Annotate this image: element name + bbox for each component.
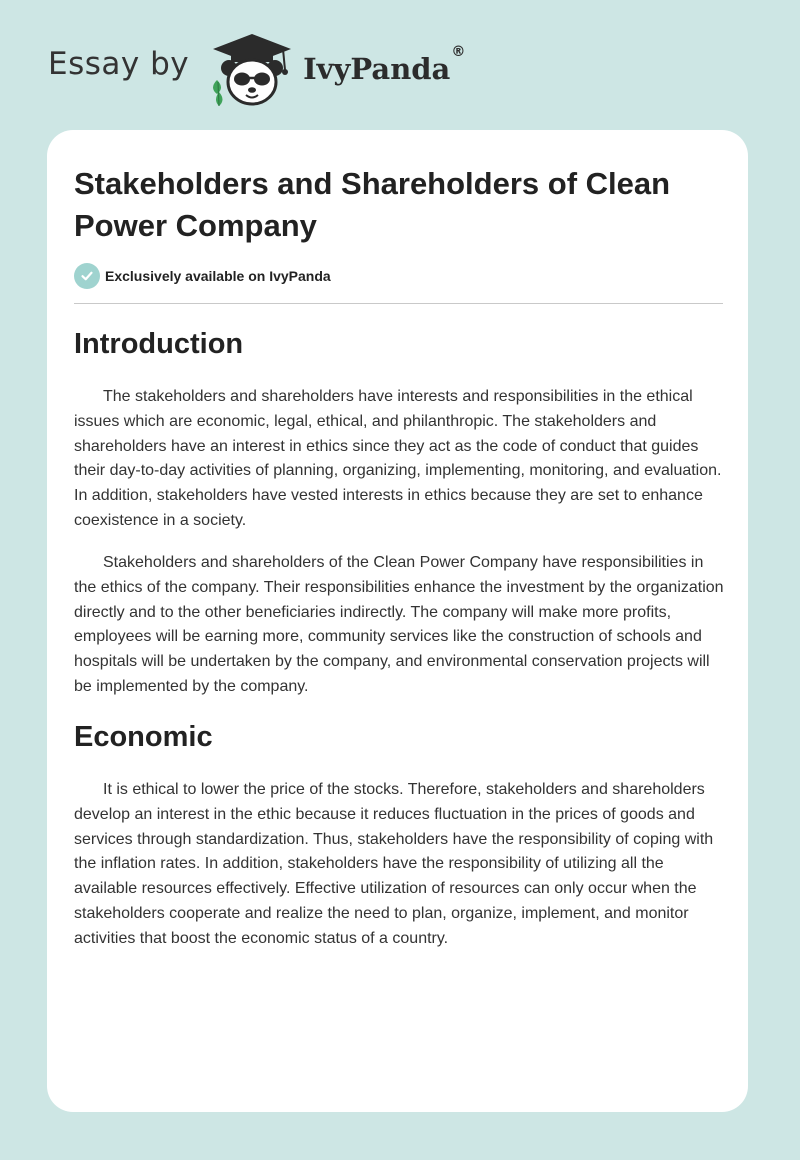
article-card [47, 130, 748, 1112]
title-divider [74, 303, 723, 304]
check-icon [74, 263, 100, 289]
essay-by-label: Essay by [48, 46, 190, 82]
paragraph: The stakeholders and shareholders have interests and responsibilities in the ethical issues which are economic, legal, ethical, and philanthropic. The stakeholders and shareholders have an interest in ethics since they act as the code of conduct that guides their day-to-day activities of planning, organizing, implementing, monitoring, and evaluation. In addition, stakeholders have vested interests in ethics because they are set to enhance coexistence in a society. [74, 388, 722, 529]
site-header [48, 30, 465, 110]
exclusive-badge [74, 263, 331, 289]
brand-name[interactable]: IvyPanda® [303, 44, 466, 86]
section-heading-economic: Economic [74, 721, 213, 753]
article-title: Stakeholders and Shareholders of Clean Power Company [74, 166, 671, 243]
registered-mark: ® [451, 44, 466, 60]
section-heading-introduction: Introduction [74, 328, 244, 360]
exclusive-badge-label: Exclusively available on IvyPanda [105, 268, 331, 284]
paragraph: Stakeholders and shareholders of the Clean Power Company have responsibilities in the ethics of the company. Their responsibilities enhance the investment by the organization directly and to the other beneficiaries indirectly. The company will make more profits, employees will be earning more, community services like the construction of schools and hospitals will be undertaken by the company, and environmental conservation projects will be implemented by the company. [74, 554, 724, 695]
paragraph: It is ethical to lower the price of the stocks. Therefore, stakeholders and shareholders develop an interest in the ethic because it reduces fluctuation in the prices of goods and services through standardization. Thus, stakeholders have the responsibility of coping with the inflation rates. In addition, stakeholders have the responsibility of utilizing all the available resources effectively. Effective utilization of resources can only occur when the stakeholders cooperate and realize the need to plan, organize, implement, and monitor activities that boost the economic status of a country. [74, 781, 714, 947]
panda-logo-icon[interactable] [207, 30, 297, 110]
